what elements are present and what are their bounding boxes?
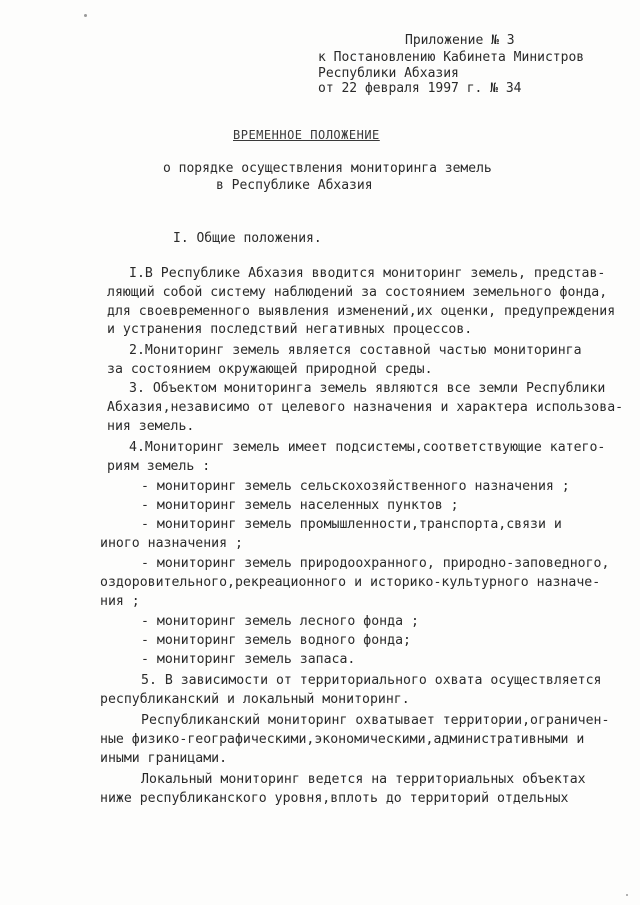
paper-speck (626, 894, 628, 896)
list-item: - мониторинг земель сельскохозяйственного назначения ; (141, 479, 570, 494)
list-item: - мониторинг земель промышленности,транспорта,связи и (141, 517, 562, 532)
body-line: республиканский и локальный мониторинг. (100, 692, 410, 707)
list-item: - мониторинг земель населенных пунктов ; (141, 498, 459, 513)
list-item: - мониторинг земель запаса. (141, 652, 356, 667)
body-line: и устранения последствий негативных процессов. (107, 322, 473, 337)
body-line: ляющий собой систему наблюдений за состоянием земельного фонда, (107, 285, 608, 300)
list-item: - мониторинг земель водного фонда; (141, 633, 411, 648)
body-line: 2.Мониторинг земель является составной частью мониторинга (129, 343, 582, 358)
republic-name: Республики Абхазия (318, 66, 459, 81)
body-line: оздоровительного,рекреационного и историко-культурного назначе- (100, 575, 601, 590)
document-subtitle-line-1: о порядке осуществления мониторинга земель (163, 161, 492, 176)
body-line: иными границами. (100, 751, 228, 766)
body-line: Локальный мониторинг ведется на территориальных объектах (141, 772, 586, 787)
document-title: ВРЕМЕННОЕ ПОЛОЖЕНИЕ (233, 128, 380, 142)
body-line: Абхазия,независимо от целевого назначения и характера использова- (107, 400, 624, 415)
body-line: 5. В зависимости от территориального охвата осуществляется (141, 673, 602, 688)
body-line: за состоянием окружающей природной среды. (107, 362, 433, 377)
body-line: 3. Объектом мониторинга земель являются все земли Республики (129, 381, 606, 396)
resolution-date: от 22 февраля 1997 г. № 34 (318, 81, 522, 96)
appendix-number: Приложение № 3 (405, 33, 515, 48)
body-line: 4.Мониторинг земель имеет подсистемы,соответствующие катего- (129, 440, 606, 455)
paper-speck (84, 14, 87, 17)
resolution-reference: к Постановлению Кабинета Министров (318, 50, 585, 65)
body-line: для своевременного выявления изменений,их оценки, предупреждения (107, 304, 616, 319)
body-line: Республиканский мониторинг охватывает территории,ограничен- (141, 713, 610, 728)
body-line: иного назначения ; (100, 536, 243, 551)
body-line: I.В Республике Абхазия вводится мониторинг земель, представ- (129, 266, 606, 281)
body-line: ния ; (100, 594, 140, 609)
list-item: - мониторинг земель природоохранного, природно-заповедного, (141, 556, 610, 571)
body-line: риям земель : (107, 459, 211, 474)
list-item: - мониторинг земель лесного фонда ; (141, 614, 419, 629)
body-line: ные физико-географическими,экономическими,административными и (100, 732, 585, 747)
section-heading: I. Общие положения. (173, 231, 322, 246)
body-line: ния земель. (107, 419, 195, 434)
document-subtitle-line-2: в Республике Абхазия (216, 178, 373, 193)
body-line: ниже республиканского уровня,вплоть до территорий отдельных (100, 791, 569, 806)
